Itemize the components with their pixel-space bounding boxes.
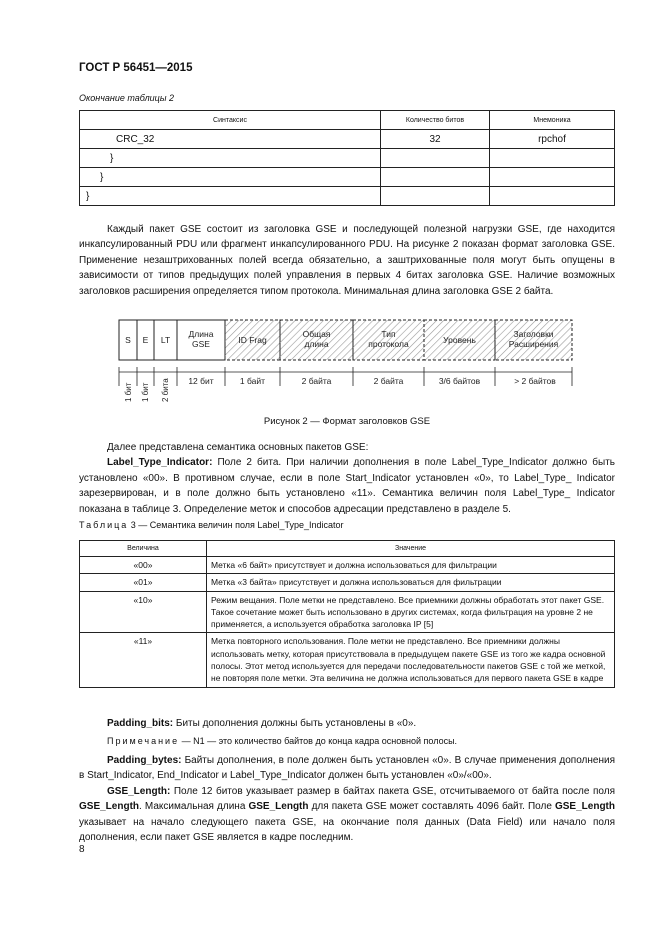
table-cell: «10» [80, 591, 207, 633]
table-row [80, 591, 615, 633]
field-boxes [119, 320, 572, 360]
svg-text:Общаядлина: Общая длина [302, 329, 331, 349]
note-label: Примечание [107, 736, 180, 746]
table-header-row [80, 541, 615, 557]
padding-bytes-paragraph [79, 753, 615, 784]
size-label: 12 бит [188, 376, 214, 386]
column-header-mnemonic: Мнемоника [490, 111, 615, 130]
table-cell: } [80, 149, 381, 168]
field-label: LT [160, 335, 171, 345]
table-row [80, 633, 615, 687]
padding-bytes-text: Байты дополнения, в поле должен быть установлен «0». В случае применения дополнения в Start_Indicator, End_Indicator и Label_Type_Indicator должен быть установлен «0»/«00». [79, 755, 615, 782]
field-label: S [125, 335, 131, 345]
size-label: 2 байта [373, 376, 404, 386]
field-label: Уровень [443, 335, 476, 345]
padding-bits-text: Биты дополнения должны быть установлены в «0». [173, 718, 417, 729]
padding-bytes-term: Padding_bytes: [107, 755, 182, 766]
table-cell: 32 [381, 130, 490, 149]
field-label: E [142, 335, 149, 345]
padding-bits-paragraph [79, 716, 615, 731]
semantics-block [79, 440, 615, 517]
dimension-lines [119, 367, 572, 386]
table-cell: } [80, 187, 381, 206]
note-text: — N1 — это количество байтов до конца кадра основной полосы. [179, 736, 458, 746]
size-label: 2 бита [161, 378, 170, 402]
padding-bits-term: Padding_bits: [107, 718, 174, 729]
table-cell: Метка повторного использования. Поле метки не представлено. Все приемники должны использовать метку, которая присутствовала в предыдущем пакете GSE из того же кадра основной полосы. Этот метод используется для передачи последовательности пакетов GSE с той же меткой, не повторяя поле метки. Эта величина не должна использоваться для первого пакета GSE в кадре [207, 633, 615, 687]
size-label: 3/6 байтов [438, 376, 481, 386]
figure-caption: Рисунок 2 — Формат заголовков GSE [263, 416, 431, 427]
table2-caption: Окончание таблицы 2 [79, 93, 174, 103]
field-label: ID Frag [238, 335, 267, 345]
size-label: > 2 байтов [514, 376, 556, 386]
table-row [80, 574, 615, 591]
table-cell: «01» [80, 574, 207, 591]
svg-text:Типпротокола: Тип протокола [368, 329, 409, 349]
lti-text: Поле 2 бита. При наличии дополнения в поле Label_Type_Indicator должно быть установлено «00». В противном случае, если в поле Start_Indicator установлен «0», то Label_Type_ Indicator зарезервирован, и в поле должно быть установлено «11». Семантика величин поля Label_Type_ Indicator показана в таблице 3. Определение меток и способов адресации представлено в разделе 5. [79, 457, 615, 515]
size-label: 1 бит [124, 382, 133, 402]
table-cell: «00» [80, 557, 207, 574]
gse-length-paragraph: GSE_Length: Поле 12 битов указывает размер в байтах пакета GSE, отсчитываемого от байта после поля GSE_Length. Максимальная длина GSE_Length для пакета GSE может составлять 4096 байт. Поле GSE_Length указывает на начало следующего пакета GSE, на окончание поля данных (Data Field) или начало поля дополнения, если пакет GSE является в кадре последним. [79, 785, 615, 844]
table-cell: Метка «6 байт» присутствует и должна использоваться для фильтрации [207, 557, 615, 574]
semantics-intro: Далее представлена семантика основных пакетов GSE: [107, 442, 369, 453]
page-number: 8 [79, 844, 85, 855]
table-cell: rpchof [490, 130, 615, 149]
table-cell: } [80, 168, 381, 187]
size-label: 1 байт [239, 376, 266, 386]
svg-text:ЗаголовкиРасширения: Заголовки Расширения [508, 329, 559, 349]
padding-bytes-block [79, 753, 615, 845]
table3-caption: Таблица 3 — Семантика величин поля Label_Type_Indicator [79, 520, 344, 530]
note [107, 736, 457, 746]
table-cell: Метка «3 байта» присутствует и должна использоваться для фильтрации [207, 574, 615, 591]
paragraph-text: Каждый пакет GSE состоит из заголовка GSE и последующей полезной нагрузки GSE, где находится инкапсулированный PDU или фрагмент инкапсулированного PDU. На рисунке 2 показан формат заголовка GSE. Применение незаштрихованных полей всегда обязательно, а заштрихованные поля могут быть опущены в зависимости от типов предыдущих полей управления в первых 4 битах заголовка GSE. Наличие возможных заголовков расширения определяется типом протокола. Минимальная длина заголовка GSE 2 байта. [79, 224, 615, 297]
page-header-title: ГОСТ Р 56451—2015 [79, 62, 193, 74]
lti-semantics-table [79, 540, 615, 688]
size-label: 1 бит [141, 382, 150, 402]
column-header-bits: Количество битов [381, 111, 490, 130]
size-label: 2 байта [301, 376, 332, 386]
column-header-value: Величина [80, 541, 207, 557]
table-row [80, 557, 615, 574]
table-cell: CRC_32 [80, 130, 381, 149]
lti-paragraph [79, 455, 615, 517]
table-cell: «11» [80, 633, 207, 687]
column-header-meaning: Значение [207, 541, 615, 557]
gse-length-term: GSE_Length: [107, 785, 171, 797]
table-cell: Режим вещания. Поле метки не представлено. Все приемники должны обработать этот пакет GSE. Такое сочетание может быть использовано в других системах, когда фильтрация на уровне 2 не применяется, а используется обработка заголовка IP [5] [207, 591, 615, 633]
lti-term: Label_Type_Indicator: [107, 457, 213, 469]
column-header-syntax: Синтаксис [80, 111, 381, 130]
field-label: Длина GSE [188, 329, 214, 349]
